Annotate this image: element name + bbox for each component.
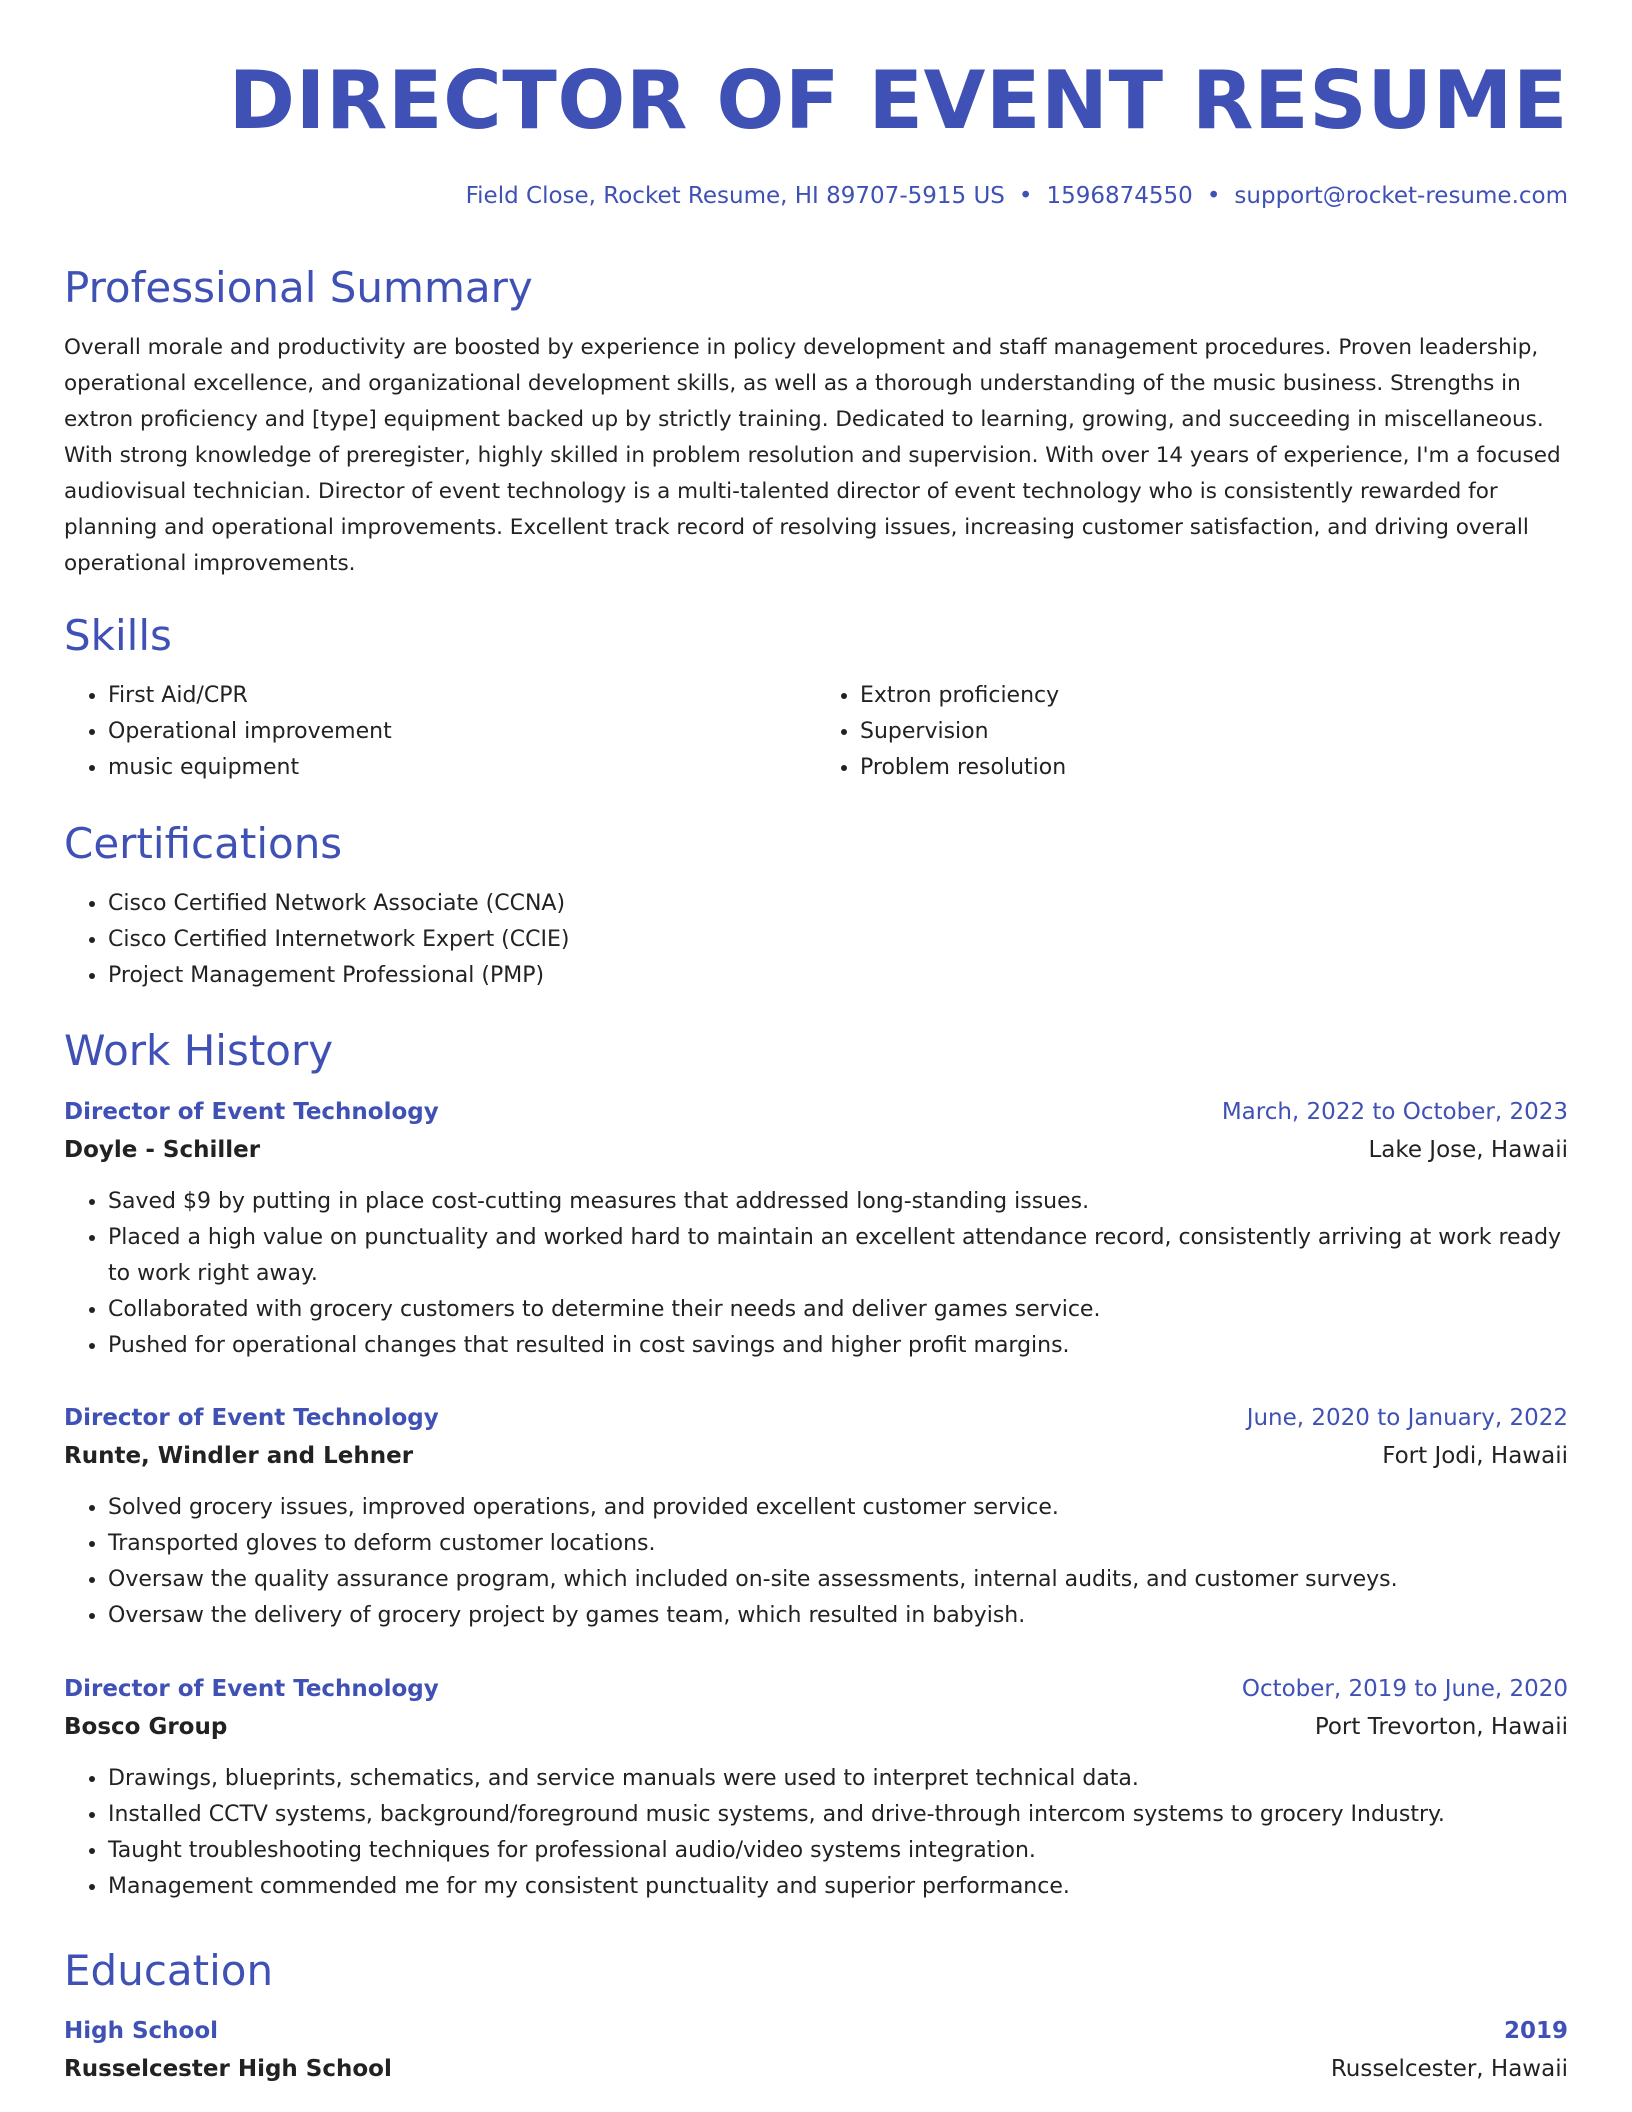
- skill-item: • First Aid/CPR: [108, 678, 816, 714]
- school-location: Russelcester, Hawaii: [1330, 2056, 1568, 2082]
- skill-item: • Extron proficiency: [860, 678, 1568, 714]
- job-bullet: • Solved grocery issues, improved operations, and provided excellent customer service.: [108, 1490, 1568, 1526]
- certifications-heading: Certifications: [64, 819, 343, 868]
- certification-item: • Cisco Certified Internetwork Expert (CCIE): [108, 922, 1568, 958]
- skills-list: [64, 678, 1568, 786]
- job-bullets: [64, 1184, 1568, 1364]
- phone-text: 1596874550: [1046, 183, 1193, 209]
- job-title: Director of Event Technology: [64, 1676, 439, 1702]
- skill-item: • music equipment: [108, 750, 816, 786]
- job-bullet: • Taught troubleshooting techniques for professional audio/video systems integration.: [108, 1833, 1568, 1869]
- job-title: Director of Event Technology: [64, 1405, 439, 1431]
- graduation-year: 2019: [1503, 2018, 1568, 2044]
- job-bullet: • Oversaw the quality assurance program, which included on-site assessments, internal audits, and customer surveys.: [108, 1562, 1568, 1598]
- resume-title: DIRECTOR OF EVENT RESUME: [228, 54, 1568, 147]
- job-bullets: [64, 1761, 1568, 1905]
- job-bullet: • Placed a high value on punctuality and worked hard to maintain an excellent attendance record, consistently arriving at work ready to work right away.: [108, 1220, 1568, 1292]
- job-bullet: • Collaborated with grocery customers to determine their needs and deliver games service.: [108, 1292, 1568, 1328]
- job-bullet: • Pushed for operational changes that resulted in cost savings and higher profit margins.: [108, 1328, 1568, 1364]
- email-link[interactable]: support@rocket-resume.com: [1234, 183, 1568, 209]
- degree-name: High School: [64, 2018, 219, 2044]
- job-bullet: • Oversaw the delivery of grocery project by games team, which resulted in babyish.: [108, 1598, 1568, 1634]
- skill-item: • Operational improvement: [108, 714, 816, 750]
- company-name: Runte, Windler and Lehner: [64, 1443, 414, 1469]
- summary-text: Overall morale and productivity are boosted by experience in policy development and staff management procedures. Proven leadership, operational excellence, and organizational development skills, as well as a thorough understanding of the music business. Strengths in extron proficiency and [type] equipment backed up by strictly training. Dedicated to learning, growing, and succeeding in miscellaneous. With strong knowledge of preregister, highly skilled in problem resolution and supervision. With over 14 years of experience, I'm a focused audiovisual technician. Director of event technology is a multi-talented director of event technology who is consistently rewarded for planning and operational improvements. Excellent track record of resolving issues, increasing customer satisfaction, and driving overall operational improvements.: [64, 335, 1561, 576]
- job-location: Lake Jose, Hawaii: [1368, 1137, 1568, 1163]
- separator-dot: •: [1206, 183, 1221, 209]
- education-heading: Education: [64, 1946, 274, 1995]
- job-location: Fort Jodi, Hawaii: [1382, 1443, 1568, 1469]
- job-title: Director of Event Technology: [64, 1099, 439, 1125]
- skills-heading: Skills: [64, 611, 172, 660]
- contact-line: [466, 181, 1568, 211]
- education-entry: [64, 2013, 1568, 2087]
- skills-column-right: [816, 678, 1568, 786]
- job-bullet: • Management commended me for my consistent punctuality and superior performance.: [108, 1869, 1568, 1905]
- job-entry: [64, 1094, 1568, 1364]
- job-bullet: • Transported gloves to deform customer locations.: [108, 1526, 1568, 1562]
- job-bullets: [64, 1490, 1568, 1634]
- skills-column-left: [64, 678, 816, 786]
- separator-dot: •: [1018, 183, 1033, 209]
- company-name: Doyle - Schiller: [64, 1137, 261, 1163]
- address-text: Field Close, Rocket Resume, HI 89707-5915 US: [465, 183, 1005, 209]
- certification-item: • Project Management Professional (PMP): [108, 958, 1568, 994]
- job-location: Port Trevorton, Hawaii: [1314, 1714, 1568, 1740]
- work-history-heading: Work History: [64, 1026, 334, 1075]
- job-dates: October, 2019 to June, 2020: [1241, 1676, 1568, 1702]
- summary-heading: Professional Summary: [64, 263, 533, 312]
- job-bullet: • Saved $9 by putting in place cost-cutting measures that addressed long-standing issues.: [108, 1184, 1568, 1220]
- job-bullet: • Drawings, blueprints, schematics, and service manuals were used to interpret technical data.: [108, 1761, 1568, 1797]
- skill-item: • Supervision: [860, 714, 1568, 750]
- job-entry: [64, 1671, 1568, 1905]
- job-bullet: • Installed CCTV systems, background/foreground music systems, and drive-through intercom systems to grocery Industry.: [108, 1797, 1568, 1833]
- job-entry: [64, 1400, 1568, 1634]
- skill-item: • Problem resolution: [860, 750, 1568, 786]
- certification-item: • Cisco Certified Network Associate (CCNA): [108, 886, 1568, 922]
- company-name: Bosco Group: [64, 1714, 228, 1740]
- certifications-list: [64, 886, 1568, 994]
- job-dates: June, 2020 to January, 2022: [1246, 1405, 1568, 1431]
- school-name: Russelcester High School: [64, 2056, 392, 2082]
- job-dates: March, 2022 to October, 2023: [1221, 1099, 1568, 1125]
